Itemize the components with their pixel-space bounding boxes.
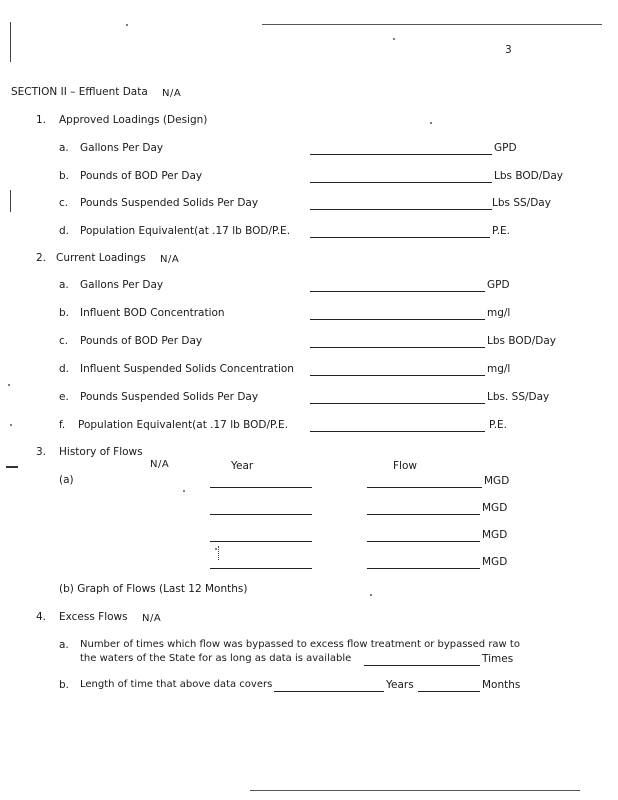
q1-c-label: Pounds Suspended Solids Per Day [80, 197, 259, 209]
q2-a-letter: a. [59, 279, 69, 291]
q1-d-letter: d. [59, 225, 70, 237]
q2-number: 2. [36, 252, 47, 264]
left-dash-mark [6, 466, 18, 468]
q1-a-label: Gallons Per Day [80, 142, 164, 154]
q3-year-header: Year [231, 460, 254, 472]
q4-b-years-unit: Years [386, 679, 414, 691]
q2-f-unit: P.E. [489, 419, 508, 431]
q4-a-times-field[interactable] [364, 665, 480, 666]
q2-a-label: Gallons Per Day [80, 279, 164, 291]
q4-b-letter: b. [59, 679, 70, 691]
q2-d-letter: d. [59, 363, 70, 375]
scan-speck [126, 24, 128, 26]
scan-speck [370, 594, 372, 596]
q3-year-field-3[interactable] [210, 541, 312, 542]
q4-a-line1: Number of times which flow was bypassed to excess flow treatment or bypassed raw to [80, 639, 520, 650]
q3-flow-unit-1: MGD [484, 475, 510, 487]
q3-year-field-2[interactable] [210, 514, 312, 515]
q4-a-unit: Times [482, 653, 514, 665]
q1-b-field[interactable] [310, 182, 492, 183]
q3-sub-b: (b) Graph of Flows (Last 12 Months) [59, 583, 248, 595]
q4-b-months-unit: Months [482, 679, 521, 691]
section-na-note: N/A [162, 88, 182, 99]
scan-speck [215, 548, 217, 550]
q3-flow-field-2[interactable] [367, 514, 480, 515]
q4-b-years-field[interactable] [274, 691, 384, 692]
q3-flow-unit-2: MGD [482, 502, 508, 514]
q3-number: 3. [36, 446, 47, 458]
q2-e-field[interactable] [310, 403, 485, 404]
section-title: SECTION II – Effluent Data [11, 86, 148, 98]
q1-number: 1. [36, 114, 47, 126]
q2-c-unit: Lbs BOD/Day [487, 335, 556, 347]
q3-flow-unit-3: MGD [482, 529, 508, 541]
q2-b-label: Influent BOD Concentration [80, 307, 225, 319]
q2-title: Current Loadings [56, 252, 146, 264]
q3-title: History of Flows [59, 446, 143, 458]
q3-na-note: N/A [150, 459, 170, 470]
q3-pencil-mark [218, 546, 219, 560]
q3-flow-field-4[interactable] [367, 568, 480, 569]
q3-sub-a: (a) [59, 474, 74, 486]
scan-speck [10, 424, 12, 426]
q4-b-label: Length of time that above data covers [80, 679, 273, 690]
scan-speck [8, 384, 10, 386]
q1-b-letter: b. [59, 170, 70, 182]
q2-c-field[interactable] [310, 347, 485, 348]
scan-speck [430, 122, 432, 124]
q3-flow-unit-4: MGD [482, 556, 508, 568]
q1-title: Approved Loadings (Design) [59, 114, 208, 126]
left-margin-mark-2 [10, 190, 11, 212]
q2-a-unit: GPD [487, 279, 510, 291]
q3-year-field-4[interactable] [210, 568, 312, 569]
q1-d-unit: P.E. [492, 225, 511, 237]
q2-b-unit: mg/l [487, 307, 511, 319]
q1-c-field[interactable] [310, 209, 492, 210]
q1-a-unit: GPD [494, 142, 517, 154]
q2-e-label: Pounds Suspended Solids Per Day [80, 391, 259, 403]
q2-c-letter: c. [59, 335, 69, 347]
q1-b-unit: Lbs BOD/Day [494, 170, 563, 182]
q3-year-field-1[interactable] [210, 487, 312, 488]
q1-a-field[interactable] [310, 154, 492, 155]
q2-e-letter: e. [59, 391, 69, 403]
q1-c-unit: Lbs SS/Day [492, 197, 551, 209]
q2-f-field[interactable] [310, 431, 485, 432]
bottom-border-line [250, 790, 580, 791]
q4-b-months-field[interactable] [418, 691, 480, 692]
q4-a-letter: a. [59, 639, 69, 651]
q4-na-note: N/A [142, 613, 162, 624]
q4-number: 4. [36, 611, 47, 623]
scan-speck [393, 38, 395, 40]
q1-c-letter: c. [59, 197, 69, 209]
q3-flow-header: Flow [393, 460, 417, 472]
q1-b-label: Pounds of BOD Per Day [80, 170, 203, 182]
left-margin-mark [10, 22, 11, 62]
q2-d-unit: mg/l [487, 363, 511, 375]
q1-d-field[interactable] [310, 237, 490, 238]
q3-flow-field-1[interactable] [367, 487, 482, 488]
q2-d-field[interactable] [310, 375, 485, 376]
q2-a-field[interactable] [310, 291, 485, 292]
q2-e-unit: Lbs. SS/Day [487, 391, 550, 403]
q4-title: Excess Flows [59, 611, 128, 623]
q3-flow-field-3[interactable] [367, 541, 480, 542]
top-border-line [262, 24, 602, 25]
q4-a-line2: the waters of the State for as long as data is available [80, 653, 352, 664]
q2-d-label: Influent Suspended Solids Concentration [80, 363, 294, 375]
q2-b-field[interactable] [310, 319, 485, 320]
page-number: 3 [505, 44, 512, 56]
q2-na-note: N/A [160, 254, 180, 265]
q2-c-label: Pounds of BOD Per Day [80, 335, 203, 347]
q2-f-letter: f. [59, 419, 66, 431]
q2-f-label: Population Equivalent(at .17 lb BOD/P.E. [78, 419, 289, 431]
q1-a-letter: a. [59, 142, 69, 154]
scan-speck [183, 490, 185, 492]
q1-d-label: Population Equivalent(at .17 lb BOD/P.E. [80, 225, 291, 237]
q2-b-letter: b. [59, 307, 70, 319]
